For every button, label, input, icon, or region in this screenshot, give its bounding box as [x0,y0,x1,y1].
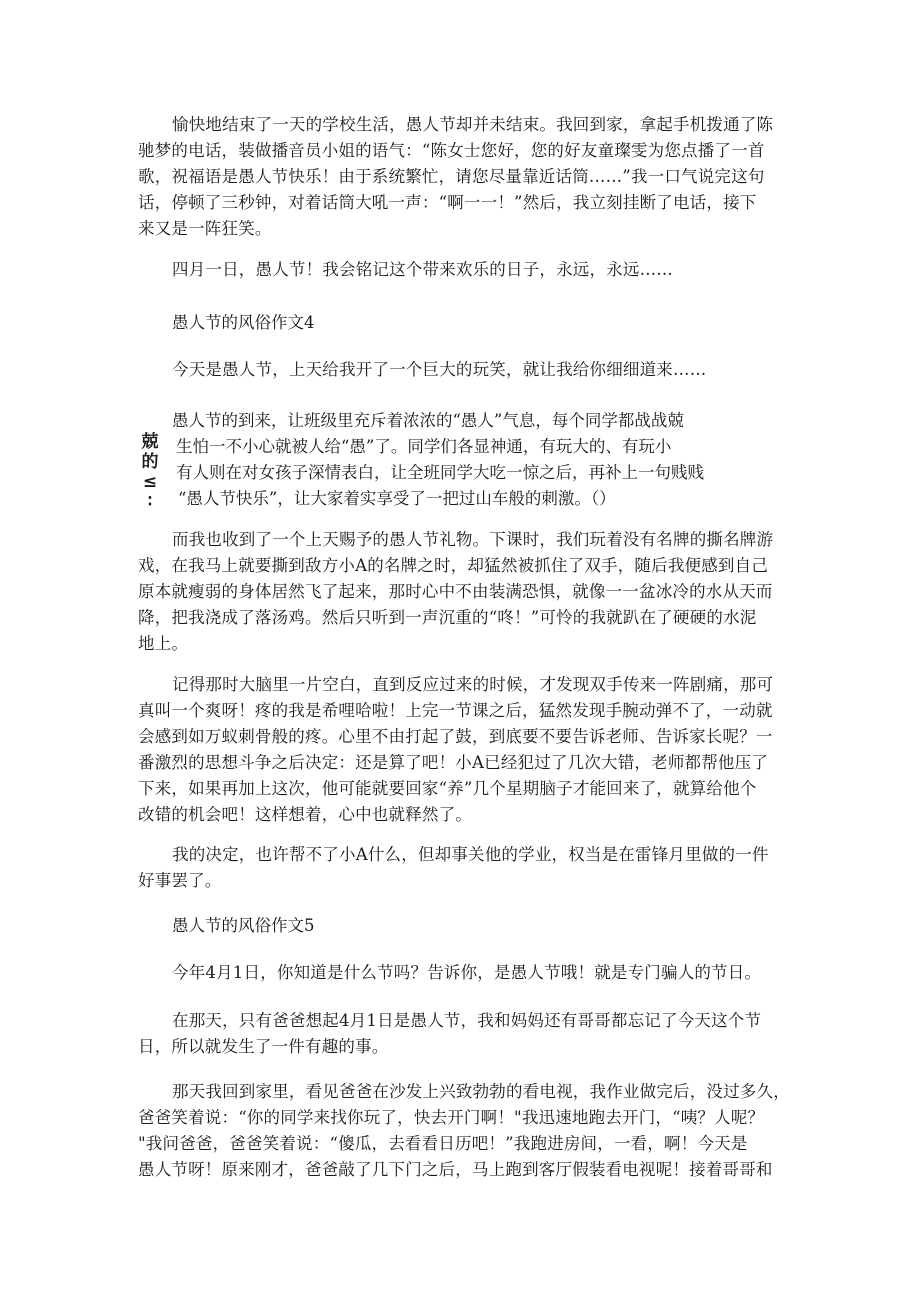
side-margin-characters [140,432,160,512]
section-heading-4: 愚人节的风俗作文4 [172,313,315,332]
text-line: 原本就瘦弱的身体居然飞了起来，那时心中不由装满恐惧，就像一一盆冰冷的水从天而 [138,582,773,601]
text-line: 愉快地结束了一天的学校生活，愚人节却并未结束。我回到家，拿起手机拨通了陈 [172,115,774,134]
text-line: 真叫一个爽呀！疼的我是希哩哈啦！上完一节课之后，猛然发现手腕动弹不了，一动就 [138,701,773,720]
paragraph-8 [138,960,788,986]
text-line: 改错的机会吧！这样想着，心中也就释然了。 [138,805,472,824]
text-line: 今年4月1日，你知道是什么节吗？告诉你，是愚人节哦！就是专门骗人的节日。 [172,963,762,982]
side-char: 的 [141,452,159,472]
text-line: 而我也收到了一个上天赐予的愚人节礼物。下课时，我们玩着没有名牌的撕名牌游 [172,530,774,549]
text-line: 戏，在我马上就要撕到敌方小A的名牌之时，却猛然被抓住了双手，随后我便感到自己 [138,556,769,575]
text-line: 歌，祝福语是愚人节快乐！由于系统繁忙，请您尽量靠近话筒……”我一口气说完这句 [138,167,765,186]
paragraph-2 [138,257,788,283]
text-line: 番激烈的思想斗争之后决定：还是算了吧！小A已经犯过了几次大错，老师都帮他压了 [138,753,769,772]
section-heading-5: 愚人节的风俗作文5 [172,916,315,935]
side-char: ≤ [142,472,158,492]
paragraph-6 [138,672,788,828]
text-line: 有人则在对女孩子深情表白，让全班同学大吃一惊之后，再补上一句贱贱 [176,463,704,482]
paragraph-10 [138,1079,788,1183]
text-line: 在那天，只有爸爸想起4月1日是愚人节，我和妈妈还有哥哥都忘记了今天这个节 [172,1011,762,1030]
paragraph-5 [138,527,788,657]
paragraph-3 [138,357,788,383]
text-line: 愚人节呀！原来刚才，爸爸敲了几下门之后，马上跑到客厅假装看电视呢！接着哥哥和 [138,1160,773,1179]
side-char: ∶ [147,492,153,512]
text-line: 愚人节的到来，让班级里充斥着浓浓的“愚人”气息，每个同学都战战兢 [172,411,684,430]
text-line: 驰梦的电话，装做播音员小姐的语气：“陈女士您好，您的好友童璨雯为您点播了一首 [138,141,765,160]
text-line: 好事罢了。 [138,871,222,890]
text-line: 生怕一不小心就被人给“愚”了。同学们各显神通，有玩大的、有玩小 [176,437,672,456]
text-line: 四月一日，愚人节！我会铭记这个带来欢乐的日子，永远，永远…… [172,260,673,279]
paragraph-1 [138,112,788,242]
side-char: 兢 [141,432,159,452]
text-line: 那天我回到家里，看见爸爸在沙发上兴致勃勃的看电视，我作业做完后，没过多久， [172,1082,790,1101]
text-line: 话，停顿了三秒钟，对着话筒大吼一声：“啊一一！”然后，我立刻挂断了电话，接下 [138,193,757,212]
text-line: 爸爸笑着说：“你的同学来找你玩了，快去开门啊！"我迅速地跑去开门，“咦？人呢？ [138,1108,765,1127]
text-line: 日，所以就发生了一件有趣的事。 [138,1037,389,1056]
text-line: 我的决定，也许帮不了小A什么，但却事关他的学业，权当是在雷锋月里做的一件 [172,845,769,864]
text-line: “愚人节快乐”，让大家着实享受了一把过山车般的刺激。（） [178,489,616,508]
text-line: 记得那时大脑里一片空白，直到反应过来的时候，才发现双手传来一阵剧痛，那可 [172,675,774,694]
paragraph-7 [138,842,788,894]
text-line: 下来，如果再加上这次，他可能就要回家“养”几个星期脑子才能回来了，就算给他个 [138,779,757,798]
paragraph-4 [172,408,772,512]
paragraph-9 [138,1008,788,1060]
text-line: 会感到如万蚁刺骨般的疼。心里不由打起了鼓，到底要不要告诉老师、告诉家长呢？一 [138,727,773,746]
text-line: 降，把我浇成了落汤鸡。然后只听到一声沉重的“咚！”可怜的我就趴在了硬硬的水泥 [138,608,757,627]
text-line: 地上。 [138,634,189,653]
text-line: 今天是愚人节，上天给我开了一个巨大的玩笑，就让我给你细细道来…… [172,360,707,379]
text-line: 来又是一阵狂笑。 [138,219,272,238]
text-line: "我问爸爸，爸爸笑着说：“傻瓜，去看看日历吧！”我跑进房间，一看，啊！今天是 [138,1134,748,1153]
